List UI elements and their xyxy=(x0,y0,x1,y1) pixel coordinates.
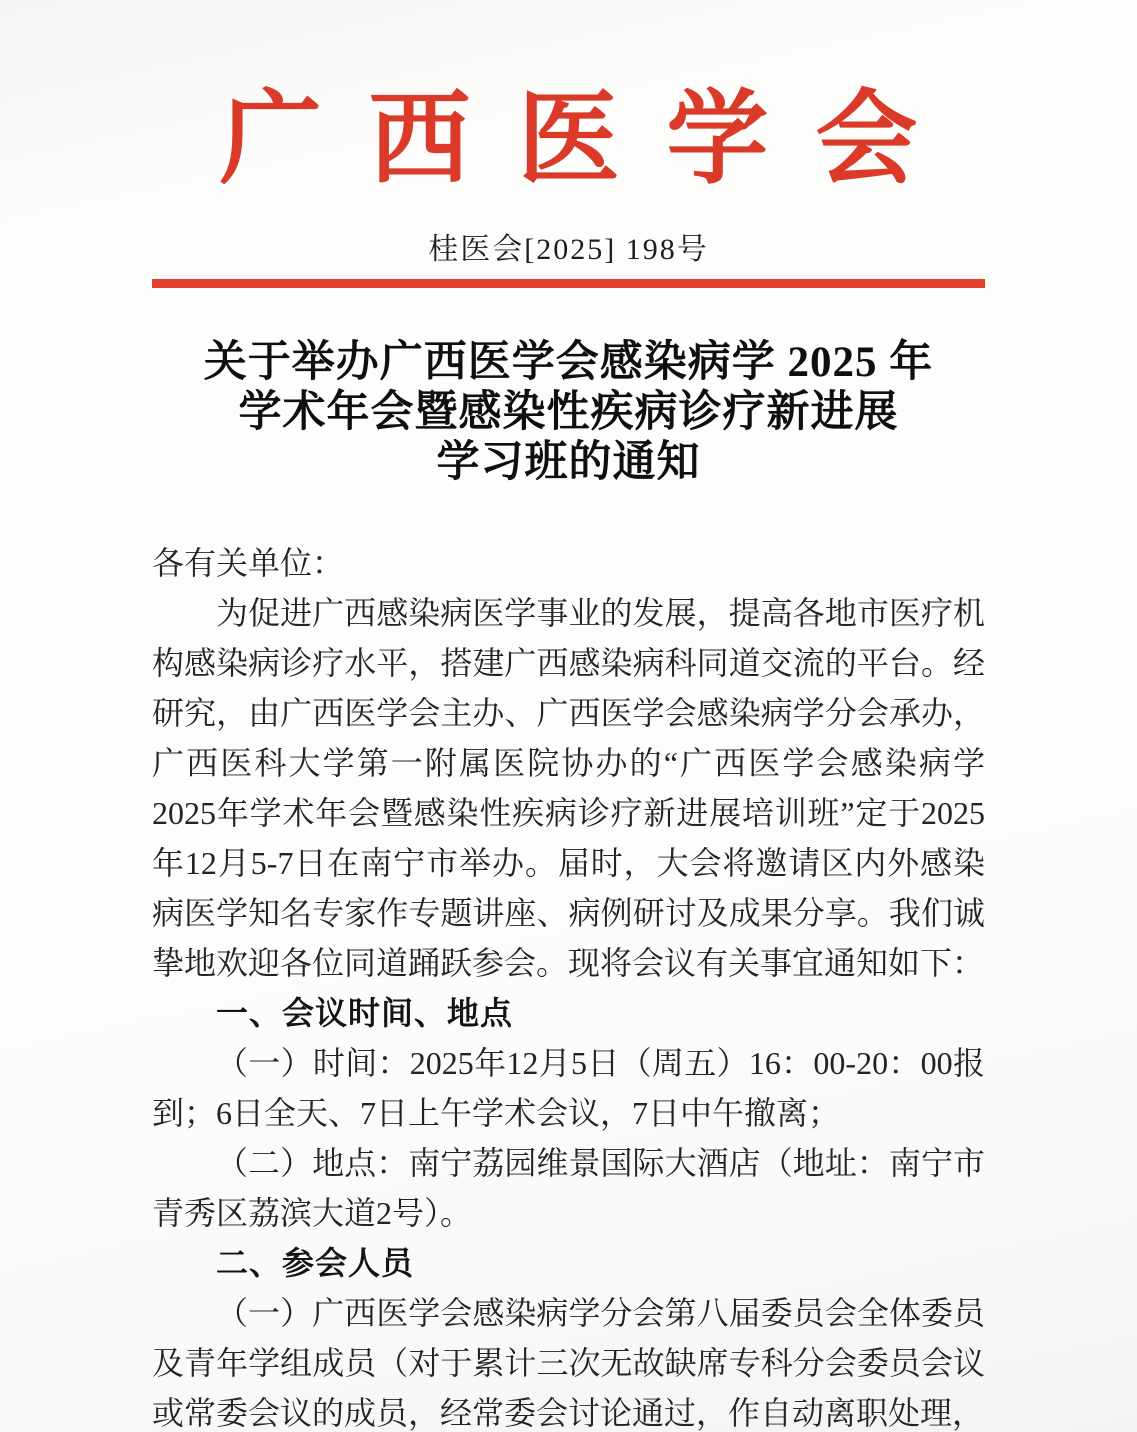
section-1-item-2: （二）地点：南宁荔园维景国际大酒店（地址：南宁市青秀区荔滨大道2号）。 xyxy=(152,1145,985,1232)
intro-paragraph: 为促进广西感染病医学事业的发展，提高各地市医疗机构感染病诊疗水平，搭建广西感染病科同道交流的平台。经研究，由广西医学会主办、广西医学会感染病学分会承办，广西医科大学第一附属医院协办的“广西医学会感染病学2025年学术年会暨感染性疾病诊疗新进展培训班”定于2025年12月5-7日在南宁市举办。届时，大会将邀请区内外感染病医学知名专家作专题讲座、病例研讨及成果分享。我们诚挚地欢迎各位同道踊跃参会。现将会议有关事宜通知如下： xyxy=(152,595,985,982)
document-title-line-1: 关于举办广西医学会感染病学 2025 年 xyxy=(203,339,934,387)
org-title: 广西医学会 xyxy=(219,84,965,197)
section-1-item-1: （一）时间：2025年12月5日（周五）16：00-20：00报到；6日全天、7日上午学术会议，7日中午撤离； xyxy=(152,1045,985,1132)
red-divider-rule xyxy=(152,279,985,288)
document-title-line-3: 学习班的通知 xyxy=(436,439,701,487)
doc-number: 桂医会[2025] 198号 xyxy=(428,233,709,267)
section-2-item-1: （一）广西医学会感染病学分会第八届委员会全体委员及青年学组成员（对于累计三次无故缺席专科分会委员会议或常委会议的成员，经常委会讨论通过，作自动离职处理， xyxy=(152,1295,985,1432)
section-1-heading: 一、会议时间、地点 xyxy=(216,995,514,1032)
salutation: 各有关单位： xyxy=(152,545,345,582)
section-2-heading: 二、参会人员 xyxy=(216,1245,415,1282)
document-body xyxy=(152,538,985,1432)
document-title xyxy=(152,338,985,488)
document-title-line-2: 学术年会暨感染性疾病诊疗新进展 xyxy=(238,389,899,437)
letterhead xyxy=(152,84,985,288)
